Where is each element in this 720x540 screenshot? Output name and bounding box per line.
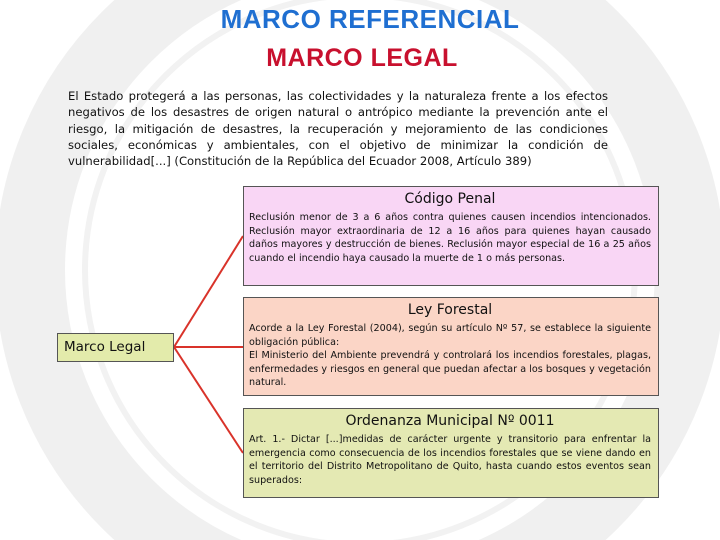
codigo-penal-paragraph: Reclusión menor de 3 a 6 años contra quienes causen incendios intencionados. Reclusión mayor extraordinaria de 12 a 16 años para quienes hayan causado daños mayores y destrucción de bienes. Reclusión mayor especial de 16 a 25 años cuando el incendio haya causado la muerte de 1 o más personas.	[249, 212, 651, 264]
connector-codigo-penal	[174, 236, 243, 347]
ordenanza-box	[243, 408, 659, 498]
ordenanza-text	[249, 433, 651, 487]
ley-forestal-paragraph-2: El Ministerio del Ambiente prevendrá y controlará los incendios forestales, plagas, enfermedades y riesgos en general que puedan afectar a los bosques y vegetación natural.	[249, 350, 651, 389]
ley-forestal-text	[249, 322, 651, 390]
ordenanza-title: Ordenanza Municipal Nº 0011	[345, 413, 555, 429]
ley-forestal-box	[243, 297, 659, 396]
ordenanza-paragraph: Art. 1.- Dictar [...]medidas de carácter urgente y transitorio para enfrentar la emergencia como consecuencia de los incendios forestales que se viene dando en el territorio del Distrito Metropolitano de Quito, hasta cuando estos eventos sean superados:	[249, 434, 651, 486]
codigo-penal-text	[249, 211, 651, 265]
connector-ordenanza	[174, 347, 243, 453]
ley-forestal-title: Ley Forestal	[407, 302, 493, 318]
intro-paragraph: El Estado protegerá a las personas, las colectividades y la naturaleza frente a los efectos negativos de los desastres de origen natural o antrópico mediante la prevención ante el riesgo, la mitigación de desastres, la recuperación y mejoramiento de las condiciones sociales, económicas y ambientales, con el objetivo de minimizar la condición de vulnerabilidad[...] (Constitución de la República del Ecuador 2008, Artículo 389)	[68, 89, 608, 169]
marco-legal-label: Marco Legal	[57, 333, 174, 362]
page-title: MARCO REFERENCIAL	[220, 4, 520, 34]
codigo-penal-title: Código Penal	[404, 191, 496, 207]
ley-forestal-paragraph-1: Acorde a la Ley Forestal (2004), según su artículo Nº 57, se establece la siguiente obligación pública:	[249, 323, 651, 348]
page-subtitle: MARCO LEGAL	[266, 44, 458, 72]
codigo-penal-box	[243, 186, 659, 286]
